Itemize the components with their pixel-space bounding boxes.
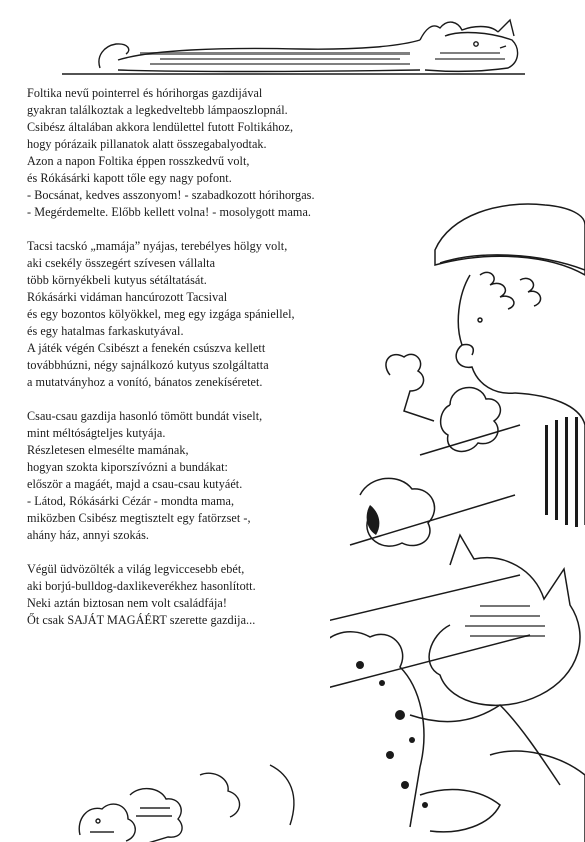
header-dog-illustration bbox=[0, 0, 585, 80]
poem-line: Neki aztán biztosan nem volt családfája! bbox=[27, 596, 227, 610]
dog-walker-illustration bbox=[330, 195, 585, 842]
poem-line: a mutatványhoz a vonító, bánatos zenekíséretet. bbox=[27, 375, 263, 389]
bulldog-dog bbox=[79, 804, 135, 841]
poem-line: Rókásárki vidáman hancúrozott Tacsival bbox=[27, 290, 228, 304]
poem-line: és Rókásárki kapott tőle egy nagy pofont. bbox=[27, 171, 232, 185]
poem-line: és egy bozontos kölyökkel, meg egy izgága spániellel, bbox=[27, 307, 295, 321]
poem-line: gyakran találkoztak a legkedveltebb lámpaoszlopnál. bbox=[27, 103, 288, 117]
poem-line: több környékbeli kutyus sétáltatását. bbox=[27, 273, 207, 287]
poem-line: miközben Csibész megtisztelt egy fatörzset -, bbox=[27, 511, 251, 525]
poem-line: A játék végén Csibészt a fenekén csúszva kellett bbox=[27, 341, 266, 355]
poem-line: Csibész általában akkora lendülettel futott Foltikához, bbox=[27, 120, 294, 134]
poodle-dog bbox=[441, 388, 501, 452]
poem-line: Részletesen elmesélte mamának, bbox=[27, 443, 189, 457]
wolf-dog bbox=[429, 535, 580, 705]
poem-line: Tacsi tacskó „mamája” nyájas, terebélyes hölgy volt, bbox=[27, 239, 288, 253]
poem-line: Csau-csau gazdija hasonló tömött bundát viselt, bbox=[27, 409, 263, 423]
poem-line: - Látod, Rókásárki Cézár - mondta mama, bbox=[27, 494, 235, 508]
poem-line: aki borjú-bulldog-daxlikeverékhez hasonlított. bbox=[27, 579, 256, 593]
poem-line: mint méltóságteljes kutyája. bbox=[27, 426, 166, 440]
bottom-dogs-illustration bbox=[70, 735, 350, 842]
small-dog-1 bbox=[386, 354, 434, 421]
poem-line: először a magáét, majd a csau-csau kutyáét. bbox=[27, 477, 243, 491]
poem-line: és egy hatalmas farkaskutyával. bbox=[27, 324, 184, 338]
poem-line: Végül üdvözölték a világ legviccesebb ebét, bbox=[27, 562, 245, 576]
poem-line: továbbhúzni, négy sajnálkozó kutyus szolgáltatta bbox=[27, 358, 269, 372]
poem-line: Azon a napon Foltika éppen rosszkedvű volt, bbox=[27, 154, 250, 168]
poem-line: hogyan szokta kiporszívózni a bundákat: bbox=[27, 460, 228, 474]
poem-line: Foltika nevű pointerrel és hórihorgas gazdijával bbox=[27, 86, 263, 100]
poem-line: - Megérdemelte. Előbb kellett volna! - mosolygott mama. bbox=[27, 205, 312, 219]
poem-line: aki csekély összegért szívesen vállalta bbox=[27, 256, 216, 270]
poem-line: - Bocsánat, kedves asszonyom! - szabadkozott hórihorgas. bbox=[27, 188, 315, 202]
poem-line: ahány ház, annyi szokás. bbox=[27, 528, 150, 542]
poem-line: Őt csak SAJÁT MAGÁÉRT szerette gazdija... bbox=[27, 613, 256, 627]
hat-shape bbox=[435, 204, 585, 275]
poem-line: hogy pórázaik pillanatok alatt összegabalyodtak. bbox=[27, 137, 267, 151]
face-shape bbox=[456, 275, 515, 393]
